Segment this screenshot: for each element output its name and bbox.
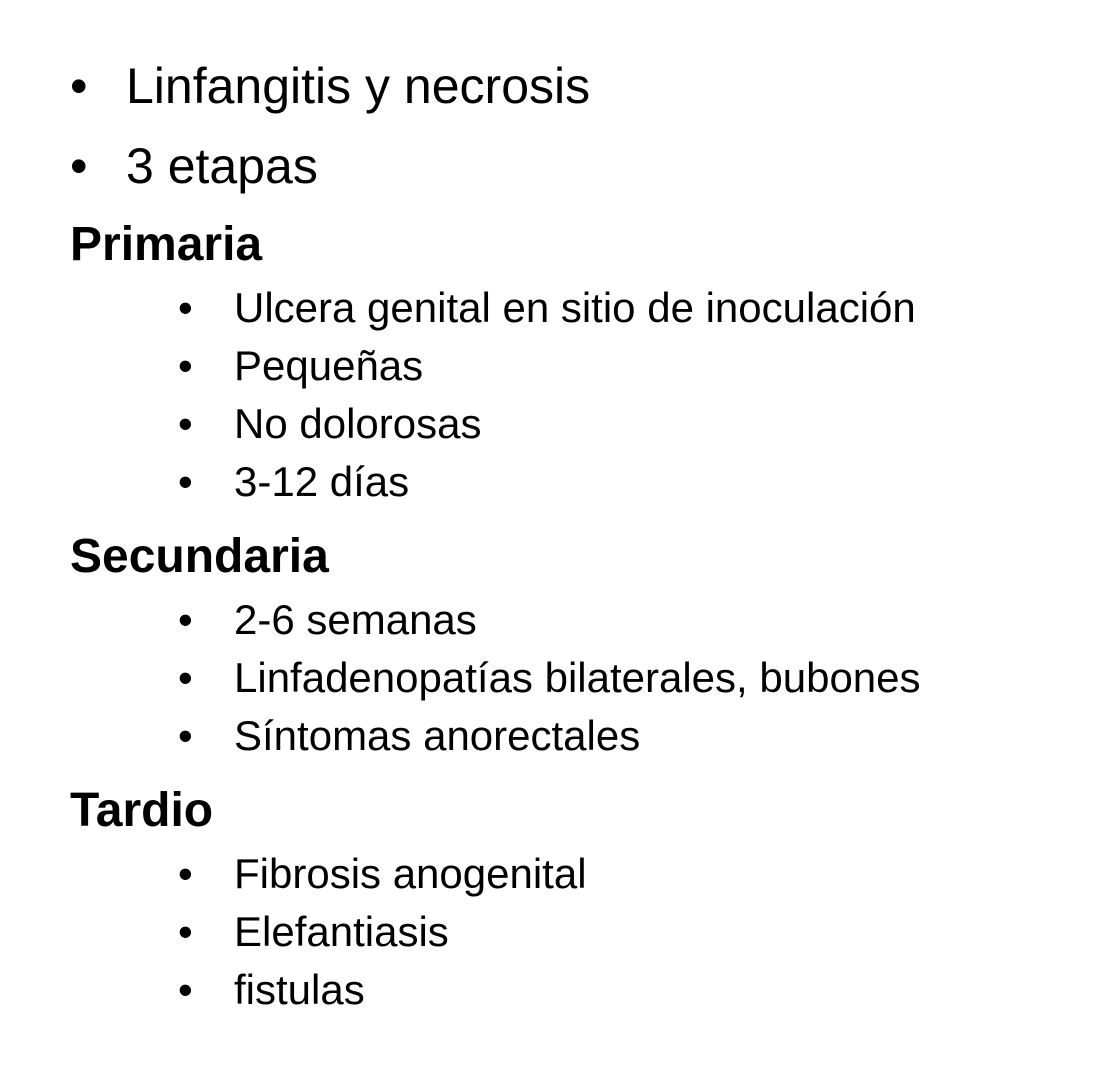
section-heading-tardio: Tardio [70, 784, 214, 837]
bullet-icon: • [178, 284, 193, 331]
sub-bullet-item [178, 456, 409, 508]
bullet-icon: • [70, 138, 88, 194]
sub-bullet-item [178, 710, 640, 762]
section-heading-primaria: Primaria [70, 218, 263, 271]
sub-bullet-item [178, 964, 365, 1016]
bullet-icon: • [178, 966, 193, 1013]
sub-bullet-text: Pequeñas [234, 342, 424, 389]
sub-bullet-text: Elefantiasis [234, 908, 449, 955]
sub-bullet-item [178, 282, 916, 334]
bullet-icon: • [178, 342, 193, 389]
bullet-icon: • [178, 850, 193, 897]
sub-bullet-text: Ulcera genital en sitio de inoculación [234, 284, 916, 331]
bullet-icon: • [178, 458, 193, 505]
bullet-icon: • [178, 400, 193, 447]
sub-bullet-text: 2-6 semanas [234, 596, 477, 643]
sub-bullet-item [178, 340, 423, 392]
bullet-icon: • [178, 596, 193, 643]
bullet-item [70, 56, 590, 116]
sub-bullet-text: No dolorosas [234, 400, 482, 447]
sub-bullet-text: Fibrosis anogenital [234, 850, 587, 897]
sub-bullet-item [178, 652, 921, 704]
bullet-icon: • [70, 58, 88, 114]
sub-bullet-item [178, 906, 449, 958]
section-heading-secundaria: Secundaria [70, 530, 329, 583]
bullet-icon: • [178, 654, 193, 701]
bullet-text: 3 etapas [126, 138, 318, 194]
sub-bullet-item [178, 594, 477, 646]
bullet-text: Linfangitis y necrosis [126, 58, 591, 114]
sub-bullet-text: Linfadenopatías bilaterales, bubones [234, 654, 921, 701]
sub-bullet-item [178, 398, 481, 450]
bullet-icon: • [178, 712, 193, 759]
sub-bullet-item [178, 848, 587, 900]
bullet-item [70, 136, 318, 196]
sub-bullet-text: fistulas [234, 966, 365, 1013]
sub-bullet-text: 3-12 días [234, 458, 410, 505]
bullet-icon: • [178, 908, 193, 955]
sub-bullet-text: Síntomas anorectales [234, 712, 641, 759]
